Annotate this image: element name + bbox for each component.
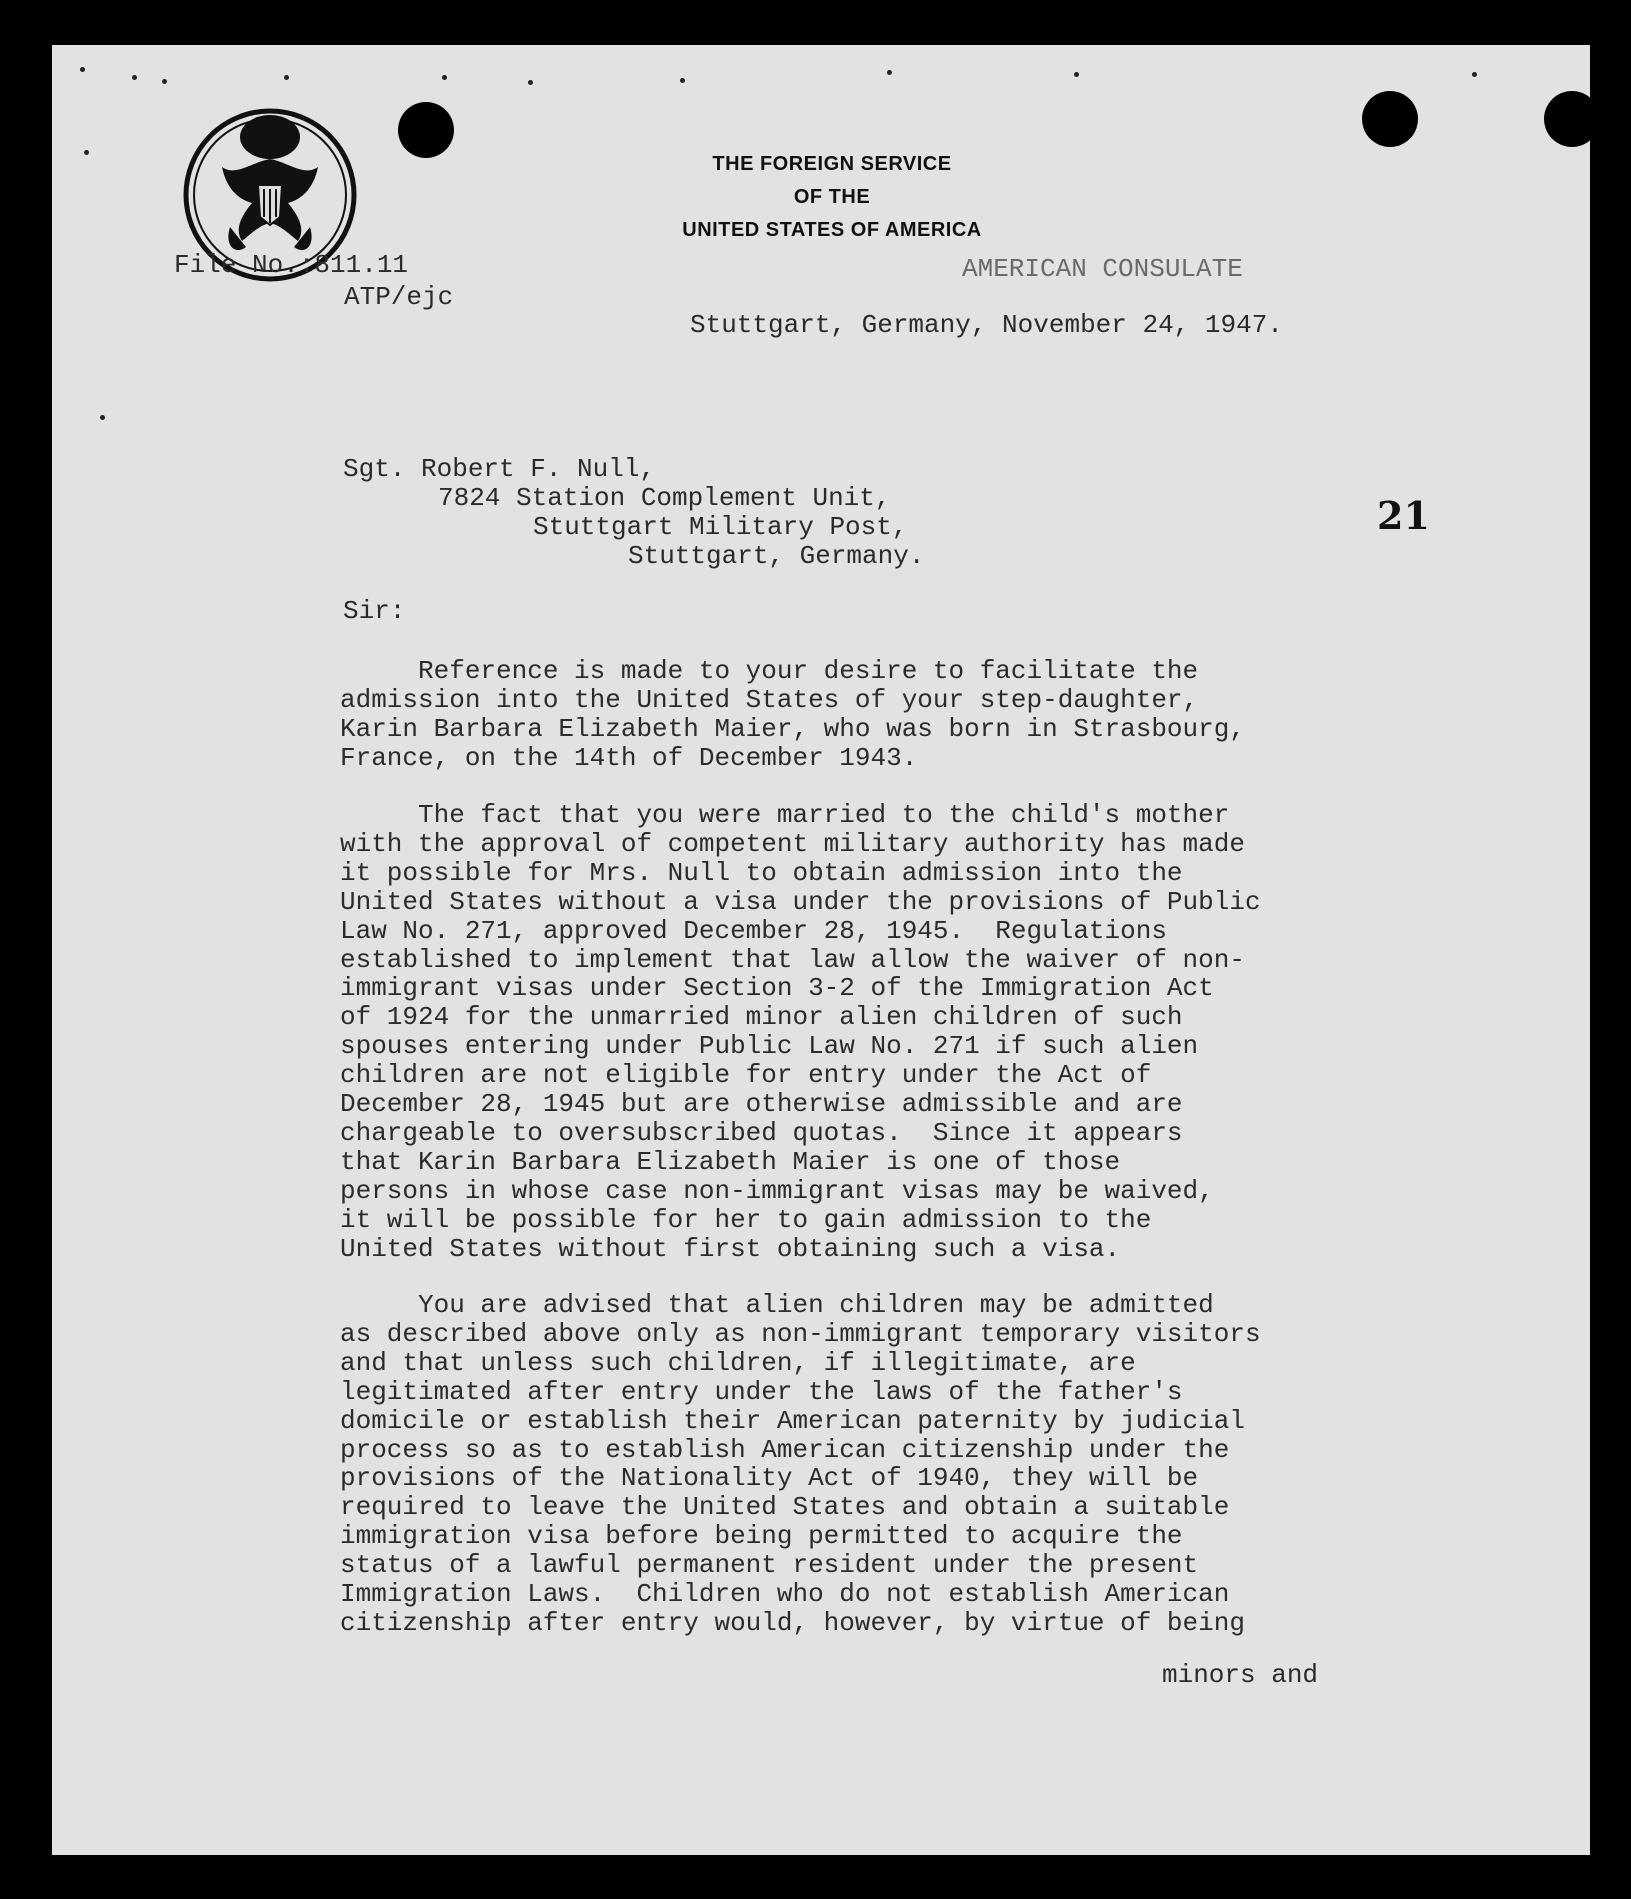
address-line-4: Stuttgart, Germany.	[628, 541, 925, 571]
speck	[680, 78, 685, 83]
letterhead-line-2: OF THE	[793, 186, 871, 208]
file-number: File No.:811.11	[174, 250, 409, 280]
speck	[84, 150, 89, 155]
punch-hole	[1362, 91, 1418, 147]
speck	[442, 75, 447, 80]
paragraph-1: Reference is made to your desire to facilitate the admission into the United States of your step-daughter, Karin Barbara Elizabeth Maier, who was born in Strasbourg, France, on the 14th of December 1943.	[340, 656, 1245, 773]
salutation: Sir:	[343, 596, 406, 626]
speck	[80, 67, 85, 72]
page-number: 21	[1377, 493, 1430, 538]
punch-hole	[398, 102, 454, 158]
file-initials: ATP/ejc	[344, 282, 454, 312]
address-line-2: 7824 Station Complement Unit,	[438, 483, 891, 513]
address-line-1: Sgt. Robert F. Null,	[343, 454, 656, 484]
speck	[284, 75, 289, 80]
speck	[162, 79, 167, 84]
speck	[1074, 72, 1079, 77]
paragraph-2: The fact that you were married to the child's mother with the approval of competent military authority has made it possible for Mrs. Null to obtain admission into the United States without a visa under the provisions of Public Law No. 271, approved December 28, 1945. Regulations established to implement that law allow the waiver of non- immigrant visas under Section 3-2 of the Immigration Act of 1924 for the unmarried minor alien children of such spouses entering under Public Law No. 271 if such alien children are not eligible for entry under the Act of December 28, 1945 but are otherwise admissible and are chargeable to oversubscribed quotas. Since it appears that Karin Barbara Elizabeth Maier is one of those persons in whose case non-immigrant visas may be waived, it will be possible for her to gain admission to the United States without first obtaining such a visa.	[340, 800, 1261, 1264]
office-name: AMERICAN CONSULATE	[962, 254, 1243, 284]
paragraph-3: You are advised that alien children may be admitted as described above only as non-immigrant temporary visitors and that unless such children, if illegitimate, are legitimated after entry under the laws of the father's domicile or establish their American paternity by judicial process so as to establish American citizenship under the provisions of the Nationality Act of 1940, they will be required to leave the United States and obtain a suitable immigration visa before being permitted to acquire the status of a lawful permanent resident under the present Immigration Laws. Children who do not establish American citizenship after entry would, however, by virtue of being	[340, 1290, 1261, 1638]
dateline: Stuttgart, Germany, November 24, 1947.	[690, 310, 1283, 340]
speck	[1472, 72, 1477, 77]
letterhead	[592, 148, 1072, 247]
speck	[100, 415, 105, 420]
speck	[887, 70, 892, 75]
letterhead-line-1: THE FOREIGN SERVICE	[712, 153, 952, 175]
punch-hole	[1544, 91, 1590, 147]
speck	[528, 80, 533, 85]
address-line-3: Stuttgart Military Post,	[533, 512, 908, 542]
continuation-note: minors and	[1162, 1660, 1319, 1690]
letterhead-line-3: UNITED STATES OF AMERICA	[682, 219, 982, 241]
letter-page	[52, 45, 1590, 1855]
speck	[132, 75, 137, 80]
